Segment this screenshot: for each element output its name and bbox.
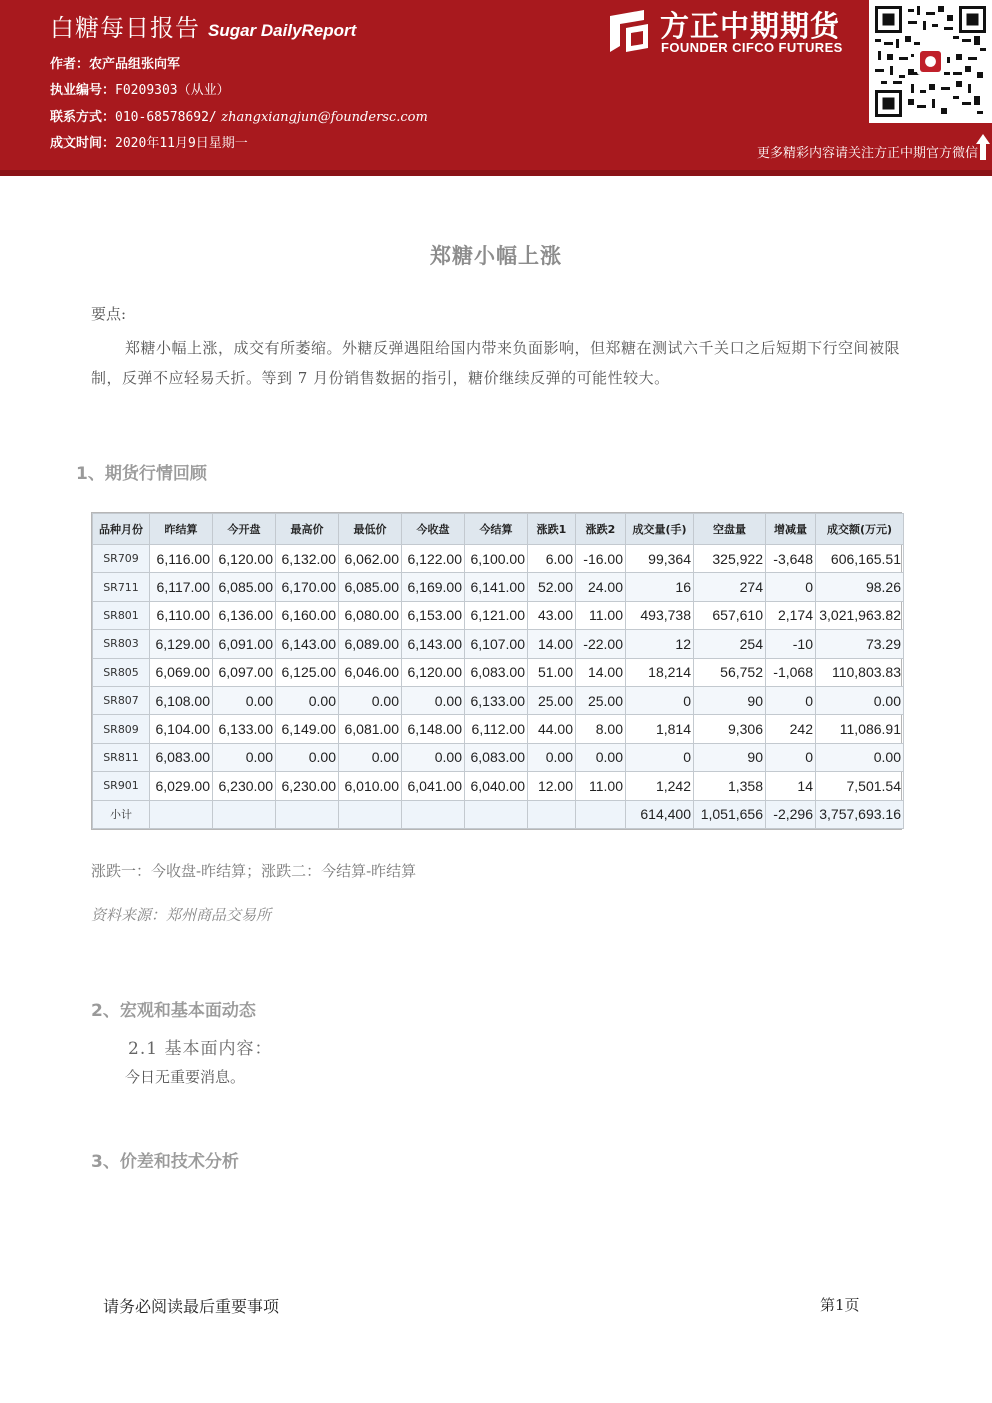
section-3-title: 3、价差和技术分析	[91, 1152, 239, 1172]
table-row	[93, 630, 904, 658]
table-cell: -10	[766, 630, 816, 658]
page-number: 第1页	[820, 1296, 860, 1314]
table-header-row	[93, 514, 904, 545]
wechat-qr-code	[869, 0, 992, 123]
table-cell: 24.00	[576, 573, 626, 601]
table-cell: 6,040.00	[465, 772, 528, 800]
table-notes: 涨跌一：今收盘-昨结算；涨跌二：今结算-昨结算	[91, 862, 417, 880]
section-2-title: 2、宏观和基本面动态	[91, 1001, 256, 1021]
table-cell: 6,148.00	[402, 715, 465, 743]
table-cell: 90	[694, 686, 766, 714]
table-cell: 0.00	[576, 743, 626, 771]
table-cell: 99,364	[626, 545, 694, 573]
column-header: 涨跌1	[528, 514, 576, 545]
table-cell	[576, 800, 626, 828]
table-cell: 0	[766, 686, 816, 714]
table-cell: 0	[766, 743, 816, 771]
author-name: 农产品组张向军	[89, 57, 181, 72]
table-cell: 0.00	[528, 743, 576, 771]
table-cell: 6,120.00	[402, 658, 465, 686]
table-subtotal-row	[93, 800, 904, 828]
table-cell: 0.00	[816, 743, 904, 771]
qr-code-icon	[875, 6, 986, 117]
table-cell: 6,120.00	[213, 545, 276, 573]
section-2-1-text: 今日无重要消息。	[125, 1068, 246, 1086]
table-cell: 12	[626, 630, 694, 658]
contract-code-cell: SR803	[93, 630, 150, 658]
column-header: 昨结算	[150, 514, 213, 545]
contract-code-cell: SR801	[93, 601, 150, 629]
table-cell: 11.00	[576, 772, 626, 800]
column-header: 今收盘	[402, 514, 465, 545]
table-cell: 274	[694, 573, 766, 601]
contract-code-cell: SR901	[93, 772, 150, 800]
table-cell: 18,214	[626, 658, 694, 686]
column-header: 空盘量	[694, 514, 766, 545]
table-cell: 325,922	[694, 545, 766, 573]
table-cell: 1,358	[694, 772, 766, 800]
table-cell: 614,400	[626, 800, 694, 828]
date-line	[50, 132, 248, 151]
report-series-title-en: Sugar DailyReport	[208, 21, 357, 40]
table-row	[93, 715, 904, 743]
table-cell	[276, 800, 339, 828]
table-row	[93, 743, 904, 771]
table-cell: 73.29	[816, 630, 904, 658]
table-cell: 6,083.00	[465, 743, 528, 771]
table-cell: 6,143.00	[276, 630, 339, 658]
table-cell: 6,141.00	[465, 573, 528, 601]
table-cell: 1,051,656	[694, 800, 766, 828]
table-cell: 0.00	[213, 743, 276, 771]
table-cell: 1,814	[626, 715, 694, 743]
report-title: 郑糖小幅上涨	[430, 244, 562, 268]
table-cell	[150, 800, 213, 828]
table-cell: 6,116.00	[150, 545, 213, 573]
company-name-cn: 方正中期期货	[660, 9, 841, 43]
column-header: 最低价	[339, 514, 402, 545]
table-cell: 6,083.00	[465, 658, 528, 686]
futures-market-table	[91, 512, 902, 830]
table-cell: 6,085.00	[213, 573, 276, 601]
table-cell: 6,085.00	[339, 573, 402, 601]
column-header: 品种月份	[93, 514, 150, 545]
company-name-en: FOUNDER CIFCO FUTURES	[661, 40, 843, 55]
column-header: 今开盘	[213, 514, 276, 545]
table-cell: 6,081.00	[339, 715, 402, 743]
table-cell: 242	[766, 715, 816, 743]
table-cell: 8.00	[576, 715, 626, 743]
table-cell: 6,117.00	[150, 573, 213, 601]
table-cell: 6,121.00	[465, 601, 528, 629]
table-cell: 6,097.00	[213, 658, 276, 686]
table-cell: 0.00	[276, 743, 339, 771]
table-cell	[339, 800, 402, 828]
table-cell: 493,738	[626, 601, 694, 629]
table-cell: 25.00	[528, 686, 576, 714]
table-cell: 0.00	[816, 686, 904, 714]
table-cell: 14.00	[576, 658, 626, 686]
column-header: 成交额(万元)	[816, 514, 904, 545]
author-label: 作者：	[50, 57, 90, 72]
table-cell: 6,010.00	[339, 772, 402, 800]
table-cell: 6,143.00	[402, 630, 465, 658]
contract-code-cell: 小计	[93, 800, 150, 828]
table-row	[93, 601, 904, 629]
table-cell: 6,230.00	[213, 772, 276, 800]
table-cell: 1,242	[626, 772, 694, 800]
follow-wechat-text[interactable]: 更多精彩内容请关注方正中期官方微信	[756, 146, 978, 161]
table-cell: 6,160.00	[276, 601, 339, 629]
footer-notice: 请务必阅读最后重要事项	[103, 1297, 280, 1316]
table-cell: 16	[626, 573, 694, 601]
table-cell: 9,306	[694, 715, 766, 743]
table-cell: 0	[766, 573, 816, 601]
table-cell: 6.00	[528, 545, 576, 573]
table-cell: 606,165.51	[816, 545, 904, 573]
contract-code-cell: SR811	[93, 743, 150, 771]
table-cell: 6,046.00	[339, 658, 402, 686]
section-2-1-title: 2.1 基本面内容：	[128, 1039, 273, 1059]
table-cell: 6,230.00	[276, 772, 339, 800]
table-row	[93, 545, 904, 573]
table-cell: 11.00	[576, 601, 626, 629]
table-cell: 6,080.00	[339, 601, 402, 629]
company-logo-icon	[604, 8, 652, 54]
table-cell: 6,169.00	[402, 573, 465, 601]
contract-code-cell: SR805	[93, 658, 150, 686]
table-cell: 12.00	[528, 772, 576, 800]
keypoints-label: 要点:	[91, 305, 127, 323]
contract-code-cell: SR807	[93, 686, 150, 714]
table-cell: 3,021,963.82	[816, 601, 904, 629]
table-cell: 0.00	[276, 686, 339, 714]
table-cell: 110,803.83	[816, 658, 904, 686]
table-cell	[528, 800, 576, 828]
report-series-title-cn: 白糖每日报告	[50, 14, 200, 42]
table-cell: 0	[626, 743, 694, 771]
table-cell: 6,100.00	[465, 545, 528, 573]
table-cell: 44.00	[528, 715, 576, 743]
table-cell: 254	[694, 630, 766, 658]
table-cell: 6,062.00	[339, 545, 402, 573]
table-cell: 2,174	[766, 601, 816, 629]
column-header: 今结算	[465, 514, 528, 545]
table-cell	[465, 800, 528, 828]
table-cell: 6,132.00	[276, 545, 339, 573]
table-cell: 6,122.00	[402, 545, 465, 573]
table-cell: 98.26	[816, 573, 904, 601]
table-cell: -2,296	[766, 800, 816, 828]
table-cell: 6,107.00	[465, 630, 528, 658]
table-body	[93, 545, 904, 829]
column-header: 增减量	[766, 514, 816, 545]
table-cell: -16.00	[576, 545, 626, 573]
table-cell: 6,110.00	[150, 601, 213, 629]
table-cell: 6,108.00	[150, 686, 213, 714]
table-cell: 6,089.00	[339, 630, 402, 658]
table-row	[93, 658, 904, 686]
table-cell: 6,091.00	[213, 630, 276, 658]
table-cell: 6,133.00	[465, 686, 528, 714]
data-source: 资料来源：郑州商品交易所	[91, 906, 272, 924]
table-cell: -22.00	[576, 630, 626, 658]
arrow-up-icon	[976, 134, 990, 160]
contact-email[interactable]: zhangxiangjun@foundersc.com	[221, 110, 428, 125]
section-1-title: 1、期货行情回顾	[76, 464, 207, 484]
author-line	[50, 53, 180, 72]
table-cell: 657,610	[694, 601, 766, 629]
table-cell: 25.00	[576, 686, 626, 714]
table-cell: 3,757,693.16	[816, 800, 904, 828]
contract-code-cell: SR809	[93, 715, 150, 743]
table-cell: 90	[694, 743, 766, 771]
contact-line	[50, 106, 428, 125]
table-cell: 6,041.00	[402, 772, 465, 800]
license-number: F0209303（从业）	[115, 83, 230, 98]
table-cell: 6,149.00	[276, 715, 339, 743]
table-cell: 6,069.00	[150, 658, 213, 686]
table-cell: 0.00	[339, 743, 402, 771]
column-header: 涨跌2	[576, 514, 626, 545]
table-cell	[402, 800, 465, 828]
column-header: 最高价	[276, 514, 339, 545]
table-cell: 6,125.00	[276, 658, 339, 686]
license-label: 执业编号：	[50, 83, 116, 98]
header-divider	[0, 170, 992, 176]
report-date: 2020年11月9日星期一	[115, 136, 248, 151]
table-row	[93, 686, 904, 714]
table-cell: 51.00	[528, 658, 576, 686]
table-cell: 0	[626, 686, 694, 714]
date-label: 成文时间：	[50, 136, 116, 151]
table-cell: 6,136.00	[213, 601, 276, 629]
table-cell: 52.00	[528, 573, 576, 601]
table-cell: 56,752	[694, 658, 766, 686]
contact-phone: 010-68578692/	[115, 110, 217, 125]
table-row	[93, 772, 904, 800]
table-cell: 6,029.00	[150, 772, 213, 800]
table-cell: 6,112.00	[465, 715, 528, 743]
table-cell: 6,133.00	[213, 715, 276, 743]
table-cell	[213, 800, 276, 828]
contract-code-cell: SR709	[93, 545, 150, 573]
table-cell: 0.00	[402, 686, 465, 714]
table-cell: 6,170.00	[276, 573, 339, 601]
table-cell: -1,068	[766, 658, 816, 686]
table-cell: 6,104.00	[150, 715, 213, 743]
table-cell: 11,086.91	[816, 715, 904, 743]
table-cell: 6,083.00	[150, 743, 213, 771]
column-header: 成交量(手)	[626, 514, 694, 545]
header-banner	[0, 0, 992, 170]
table-cell: -3,648	[766, 545, 816, 573]
table-cell: 14.00	[528, 630, 576, 658]
table-cell: 0.00	[213, 686, 276, 714]
report-series-title	[50, 8, 356, 43]
table-cell: 0.00	[339, 686, 402, 714]
contract-code-cell: SR711	[93, 573, 150, 601]
table-cell: 14	[766, 772, 816, 800]
table-cell: 43.00	[528, 601, 576, 629]
report-summary: 郑糖小幅上涨，成交有所萎缩。外糖反弹遇阻给国内带来负面影响，但郑糖在测试六千关口之后短期下行空间被限制，反弹不应轻易夭折。等到 7 月份销售数据的指引，糖价继续反弹的可能性较大。	[91, 339, 901, 387]
license-line	[50, 79, 230, 98]
contact-label: 联系方式：	[50, 110, 116, 125]
table-cell: 6,153.00	[402, 601, 465, 629]
table-cell: 7,501.54	[816, 772, 904, 800]
table-cell: 6,129.00	[150, 630, 213, 658]
table-row	[93, 573, 904, 601]
table-cell: 0.00	[402, 743, 465, 771]
